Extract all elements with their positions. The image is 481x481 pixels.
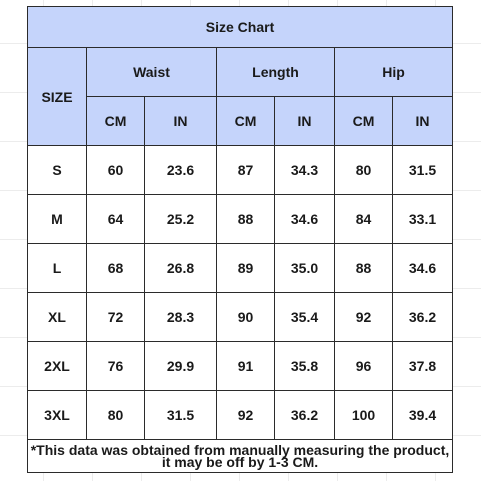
measurement-value: 37.8 [393,342,453,391]
measurement-value: 35.0 [275,244,335,293]
measurement-value: 31.5 [145,391,217,440]
measurement-value: 34.6 [393,244,453,293]
unit-header: CM [87,97,145,146]
measurement-value: 72 [87,293,145,342]
group-header-row [28,48,453,97]
measurement-value: 31.5 [393,146,453,195]
chart-title: Size Chart [28,7,453,48]
measurement-note: *This data was obtained from manually measuring the product, it may be off by 1-3 CM. [28,440,453,473]
table-row [28,244,453,293]
measurement-value: 91 [217,342,275,391]
group-header-hip: Hip [335,48,453,97]
measurement-value: 100 [335,391,393,440]
size-label: 3XL [28,391,87,440]
measurement-value: 29.9 [145,342,217,391]
measurement-value: 60 [87,146,145,195]
measurement-value: 39.4 [393,391,453,440]
measurement-value: 92 [217,391,275,440]
size-label: M [28,195,87,244]
title-row [28,7,453,48]
measurement-value: 33.1 [393,195,453,244]
measurement-value: 23.6 [145,146,217,195]
measurement-value: 26.8 [145,244,217,293]
table-row [28,195,453,244]
measurement-value: 80 [335,146,393,195]
measurement-value: 34.6 [275,195,335,244]
group-header-waist: Waist [87,48,217,97]
measurement-value: 68 [87,244,145,293]
group-header-length: Length [217,48,335,97]
size-rows [28,146,453,440]
unit-header: CM [217,97,275,146]
size-label: L [28,244,87,293]
measurement-value: 36.2 [393,293,453,342]
measurement-value: 88 [217,195,275,244]
measurement-value: 28.3 [145,293,217,342]
table-row [28,293,453,342]
measurement-value: 89 [217,244,275,293]
note-section [28,440,453,473]
table-row [28,146,453,195]
table-row [28,391,453,440]
measurement-value: 25.2 [145,195,217,244]
measurement-value: 84 [335,195,393,244]
measurement-value: 92 [335,293,393,342]
unit-header-row [28,97,453,146]
unit-header: IN [145,97,217,146]
measurement-value: 90 [217,293,275,342]
table-row [28,342,453,391]
size-label: S [28,146,87,195]
unit-header: IN [275,97,335,146]
size-chart-table [27,6,453,473]
measurement-value: 36.2 [275,391,335,440]
measurement-value: 76 [87,342,145,391]
measurement-value: 64 [87,195,145,244]
measurement-value: 96 [335,342,393,391]
measurement-value: 87 [217,146,275,195]
size-label: 2XL [28,342,87,391]
note-row [28,440,453,473]
measurement-value: 35.4 [275,293,335,342]
unit-header: CM [335,97,393,146]
measurement-value: 80 [87,391,145,440]
measurement-value: 88 [335,244,393,293]
measurement-value: 35.8 [275,342,335,391]
size-column-header: SIZE [28,48,87,146]
measurement-value: 34.3 [275,146,335,195]
size-label: XL [28,293,87,342]
unit-header: IN [393,97,453,146]
